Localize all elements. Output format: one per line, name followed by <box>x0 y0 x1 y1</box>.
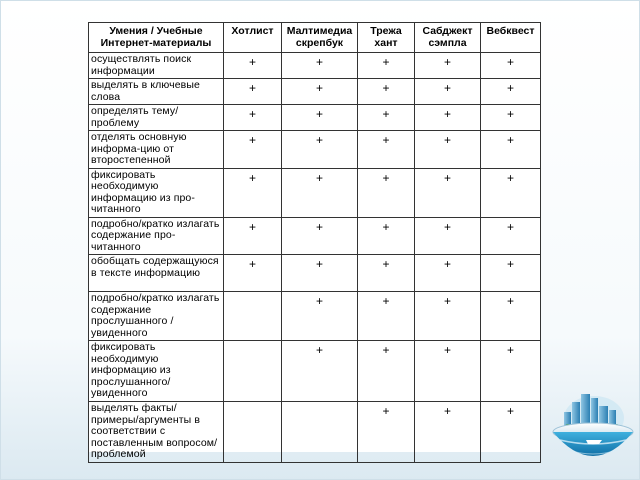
mark-cell: + <box>282 168 358 217</box>
mark-cell <box>282 402 358 463</box>
skill-cell: подробно/кратко излагать содержание прослушанного / увиденного <box>89 292 224 341</box>
mark-cell: + <box>282 131 358 169</box>
mark-cell: + <box>282 217 358 255</box>
mark-cell: + <box>224 53 282 79</box>
table-row <box>89 79 541 105</box>
mark-cell: + <box>481 341 541 402</box>
table-row <box>89 341 541 402</box>
mark-cell: + <box>224 217 282 255</box>
mark-cell: + <box>224 255 282 292</box>
mark-cell: + <box>481 131 541 169</box>
mark-cell: + <box>481 217 541 255</box>
mark-cell: + <box>358 292 415 341</box>
mark-cell: + <box>481 53 541 79</box>
skill-cell: определять тему/ проблему <box>89 105 224 131</box>
mark-cell: + <box>282 341 358 402</box>
mark-cell: + <box>358 53 415 79</box>
table-row <box>89 53 541 79</box>
table-container <box>88 22 540 460</box>
header-multimedia-scrapbook: Малтимедиа скрепбук <box>282 23 358 53</box>
mark-cell: + <box>282 105 358 131</box>
mark-cell: + <box>415 402 481 463</box>
skill-cell: обобщать содержащуюся в тексте информацию <box>89 255 224 292</box>
mark-cell: + <box>415 341 481 402</box>
header-treasure-hunt: Трежа хант <box>358 23 415 53</box>
header-skills: Умения / Учебные Интернет-материалы <box>89 23 224 53</box>
skill-cell: отделять основную информа-цию от второстепенной <box>89 131 224 169</box>
mark-cell: + <box>358 341 415 402</box>
mark-cell: + <box>358 168 415 217</box>
mark-cell: + <box>481 402 541 463</box>
table-row <box>89 217 541 255</box>
header-subject-sampler: Сабджект сэмпла <box>415 23 481 53</box>
mark-cell: + <box>415 79 481 105</box>
mark-cell: + <box>282 79 358 105</box>
mark-cell: + <box>358 105 415 131</box>
header-hotlist: Хотлист <box>224 23 282 53</box>
mark-cell: + <box>358 79 415 105</box>
skill-cell: осуществлять поиск информации <box>89 53 224 79</box>
mark-cell: + <box>415 255 481 292</box>
table-row <box>89 402 541 463</box>
mark-cell: + <box>415 53 481 79</box>
table-row <box>89 131 541 169</box>
header-webquest: Вебквест <box>481 23 541 53</box>
table-row <box>89 105 541 131</box>
mark-cell: + <box>224 131 282 169</box>
table-header-row <box>89 23 541 53</box>
skill-cell: фиксировать необходимую информацию из про-читанного <box>89 168 224 217</box>
mark-cell: + <box>481 105 541 131</box>
mark-cell: + <box>358 255 415 292</box>
table-row <box>89 168 541 217</box>
skills-table <box>88 22 541 463</box>
skill-cell: подробно/кратко излагать содержание про-читанного <box>89 217 224 255</box>
skill-cell: выделять факты/ примеры/аргументы в соответствии с поставленным вопросом/ проблемой <box>89 402 224 463</box>
mark-cell: + <box>358 402 415 463</box>
mark-cell: + <box>481 79 541 105</box>
mark-cell: + <box>481 168 541 217</box>
mark-cell: + <box>358 217 415 255</box>
skill-cell: выделять в ключевые слова <box>89 79 224 105</box>
mark-cell: + <box>481 255 541 292</box>
mark-cell: + <box>282 255 358 292</box>
mark-cell: + <box>415 292 481 341</box>
city-globe-icon <box>550 388 636 478</box>
mark-cell: + <box>282 53 358 79</box>
mark-cell: + <box>358 131 415 169</box>
mark-cell: + <box>415 217 481 255</box>
mark-cell: + <box>415 105 481 131</box>
mark-cell: + <box>415 168 481 217</box>
mark-cell <box>224 402 282 463</box>
skill-cell: фиксировать необходимую информацию из прослушанного/ увиденного <box>89 341 224 402</box>
mark-cell <box>224 341 282 402</box>
mark-cell <box>224 292 282 341</box>
mark-cell: + <box>224 79 282 105</box>
mark-cell: + <box>224 168 282 217</box>
mark-cell: + <box>415 131 481 169</box>
table-row <box>89 255 541 292</box>
mark-cell: + <box>481 292 541 341</box>
table-row <box>89 292 541 341</box>
mark-cell: + <box>282 292 358 341</box>
mark-cell: + <box>224 105 282 131</box>
